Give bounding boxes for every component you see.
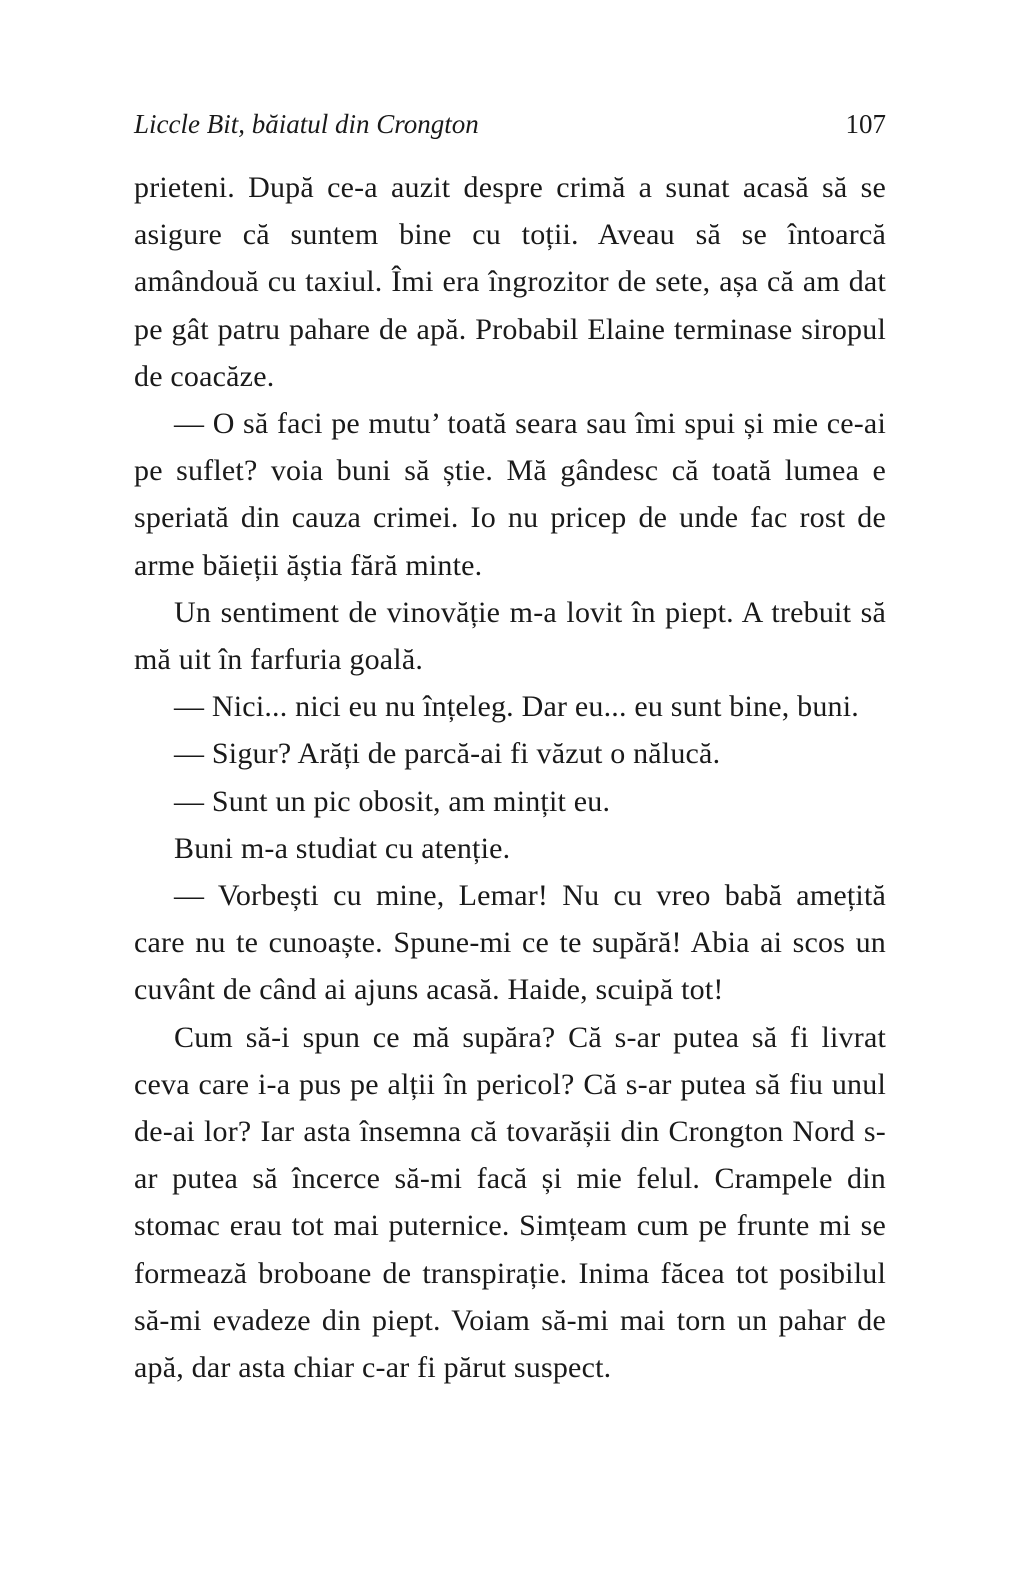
- paragraph-dialogue-lemar-reply: — Nici... nici eu nu înțeleg. Dar eu... eu sunt bine, buni.: [174, 690, 859, 724]
- paragraph-dialogue-buni-sure: — Sigur? Arăți de parcă-ai fi văzut o nălucă.: [174, 737, 721, 771]
- running-header-title: Liccle Bit, băiatul din Crongton: [134, 109, 479, 139]
- paragraph-dialogue-lemar-tired: — Sunt un pic obosit, am mințit eu.: [174, 784, 611, 818]
- body-text: [134, 164, 886, 1391]
- running-header: [134, 104, 886, 144]
- page-number: 107: [845, 109, 886, 139]
- paragraph-dialogue-buni-question: — O să faci pe mutu’ toată seara sau îmi spui și mie ce-ai pe suflet? voia buni să știe. Mă gândesc că toată lumea e speriată din cauza crimei. Io nu pricep de unde fac rost de arme băieții ăștia fără minte.: [134, 407, 886, 582]
- paragraph-continuation: prieteni. După ce-a auzit despre crimă a sunat acasă să se asigure că suntem bine cu toții. Aveau să se întoarcă amândouă cu taxiul. Îmi era îngrozitor de sete, așa că am dat pe gât patru pahare de apă. Probabil Elaine terminase siropul de coacăze.: [134, 171, 886, 393]
- paragraph-inner-thoughts: Cum să-i spun ce mă supăra? Că s-ar putea să fi livrat ceva care i-a pus pe alții în pericol? Că s-ar putea să fiu unul de-ai lor? Iar asta însemna că tovarășii din Crongton Nord s-ar putea să încerce să-mi facă și mie felul. Crampele din stomac erau tot mai puternice. Simțeam cum pe frunte mi se formează broboane de transpirație. Inima făcea tot posibilul să-mi evadeze din piept. Voiam să-mi mai torn un pahar de apă, dar asta chiar c-ar fi părut suspect.: [134, 1020, 886, 1385]
- paragraph-dialogue-buni-demand: — Vorbești cu mine, Lemar! Nu cu vreo babă amețită care nu te cunoaște. Spune-mi ce te supără! Abia ai scos un cuvânt de când ai ajuns acasă. Haide, scuipă tot!: [134, 879, 886, 1007]
- paragraph-buni-studied: Buni m-a studiat cu atenție.: [174, 831, 511, 865]
- paragraph-guilt: Un sentiment de vinovăție m-a lovit în piept. A trebuit să mă uit în farfuria goală.: [134, 595, 886, 677]
